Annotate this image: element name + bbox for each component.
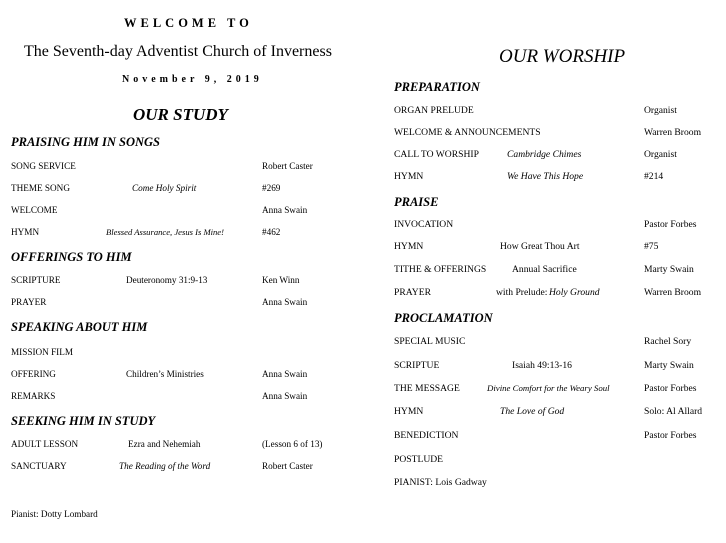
worship-row — [0, 336, 726, 350]
worship-row — [0, 127, 726, 141]
worship-who: Pastor Forbes — [644, 430, 697, 441]
worship-item: HYMN — [394, 241, 424, 252]
worship-who: #75 — [644, 241, 659, 252]
worship-row — [0, 430, 726, 444]
worship-who: Organist — [644, 149, 677, 160]
study-item: REMARKS — [11, 391, 56, 401]
study-item: SANCTUARY — [11, 461, 67, 471]
worship-item: PRAYER — [394, 287, 431, 298]
worship-detail: Holy Ground — [549, 287, 600, 298]
study-item: OFFERING — [11, 369, 56, 379]
study-detail: Deuteronomy 31:9-13 — [126, 275, 208, 285]
worship-who: Warren Broom — [644, 287, 702, 298]
study-who: Anna Swain — [262, 391, 308, 401]
worship-detail: Divine Comfort for the Weary Soul — [487, 383, 610, 393]
worship-row — [0, 264, 726, 278]
study-item: MISSION FILM — [11, 347, 74, 357]
section-offerings: OFFERINGS TO HIM — [11, 250, 132, 264]
section-proclamation: PROCLAMATION — [394, 311, 493, 325]
study-item: SCRIPTURE — [11, 275, 61, 285]
worship-row — [0, 383, 726, 397]
worship-item: POSTLUDE — [394, 454, 444, 465]
worship-row — [0, 219, 726, 233]
study-row — [0, 205, 363, 219]
study-item: THEME SONG — [11, 183, 70, 193]
worship-item: SCRIPTUE — [394, 360, 440, 371]
worship-row — [0, 171, 726, 185]
worship-item: INVOCATION — [394, 219, 454, 230]
study-who: #462 — [262, 227, 281, 237]
worship-item: WELCOME & ANNOUNCEMENTS — [394, 127, 541, 138]
worship-item: HYMN — [394, 171, 424, 182]
study-item: SONG SERVICE — [11, 161, 76, 171]
worship-item: ORGAN PRELUDE — [394, 105, 474, 116]
worship-who: Rachel Sory — [644, 336, 692, 347]
study-who: Ken Winn — [262, 275, 300, 285]
worship-row — [0, 406, 726, 420]
worship-row — [0, 454, 726, 468]
our-worship-title: OUR WORSHIP — [499, 46, 626, 67]
worship-who: Warren Broom — [644, 127, 702, 138]
worship-item: PIANIST: Lois Gadway — [394, 477, 487, 488]
worship-who: #214 — [644, 171, 664, 182]
worship-item: SPECIAL MUSIC — [394, 336, 466, 347]
study-who: Anna Swain — [262, 369, 308, 379]
study-who: Anna Swain — [262, 297, 308, 307]
worship-item: BENEDICTION — [394, 430, 459, 441]
section-seeking: SEEKING HIM IN STUDY — [11, 414, 156, 428]
welcome-heading: WELCOME TO — [124, 16, 253, 30]
worship-detail: How Great Thou Art — [500, 241, 580, 252]
study-item: ADULT LESSON — [11, 439, 79, 449]
section-praise: PRAISE — [394, 195, 439, 209]
worship-item: HYMN — [394, 406, 424, 417]
worship-who: Pastor Forbes — [644, 219, 697, 230]
worship-detail: Annual Sacrifice — [512, 264, 577, 275]
study-detail: Children’s Ministries — [126, 369, 204, 379]
worship-item: THE MESSAGE — [394, 383, 460, 394]
our-study-title: OUR STUDY — [133, 105, 228, 124]
worship-item: TITHE & OFFERINGS — [394, 264, 487, 275]
section-praising-him: PRAISING HIM IN SONGS — [11, 135, 160, 149]
section-preparation: PREPARATION — [394, 80, 480, 94]
worship-row — [0, 105, 726, 119]
study-who: (Lesson 6 of 13) — [262, 439, 323, 449]
worship-item: CALL TO WORSHIP — [394, 149, 479, 160]
service-date: November 9, 2019 — [122, 74, 263, 85]
study-detail: Blessed Assurance, Jesus Is Mine! — [106, 227, 224, 237]
study-who: Robert Caster — [262, 161, 313, 171]
worship-row — [0, 241, 726, 255]
study-item: WELCOME — [11, 205, 58, 215]
worship-who: Solo: Al Allard — [644, 406, 703, 417]
study-who: Anna Swain — [262, 205, 308, 215]
study-item: PRAYER — [11, 297, 47, 307]
pianist-credit: Pianist: Dotty Lombard — [11, 509, 98, 519]
worship-row — [0, 287, 726, 301]
study-item: HYMN — [11, 227, 40, 237]
worship-row — [0, 360, 726, 374]
study-row — [0, 183, 363, 197]
worship-detail: Cambridge Chimes — [507, 149, 582, 160]
worship-detail: The Love of God — [500, 406, 565, 417]
worship-detail: Isaiah 49:13-16 — [512, 360, 572, 371]
worship-row — [0, 149, 726, 163]
study-detail: Ezra and Nehemiah — [128, 439, 201, 449]
worship-detail-prefix: with Prelude: — [496, 287, 548, 298]
church-name: The Seventh-day Adventist Church of Inverness — [24, 43, 332, 60]
study-who: #269 — [262, 183, 281, 193]
study-detail: The Reading of the Word — [119, 461, 211, 471]
section-speaking: SPEAKING ABOUT HIM — [11, 320, 148, 334]
worship-who: Marty Swain — [644, 264, 694, 275]
worship-who: Organist — [644, 105, 677, 116]
study-detail: Come Holy Spirit — [132, 183, 197, 193]
worship-who: Pastor Forbes — [644, 383, 697, 394]
study-who: Robert Caster — [262, 461, 313, 471]
worship-row — [0, 477, 726, 491]
worship-who: Marty Swain — [644, 360, 694, 371]
worship-detail: We Have This Hope — [507, 171, 584, 182]
